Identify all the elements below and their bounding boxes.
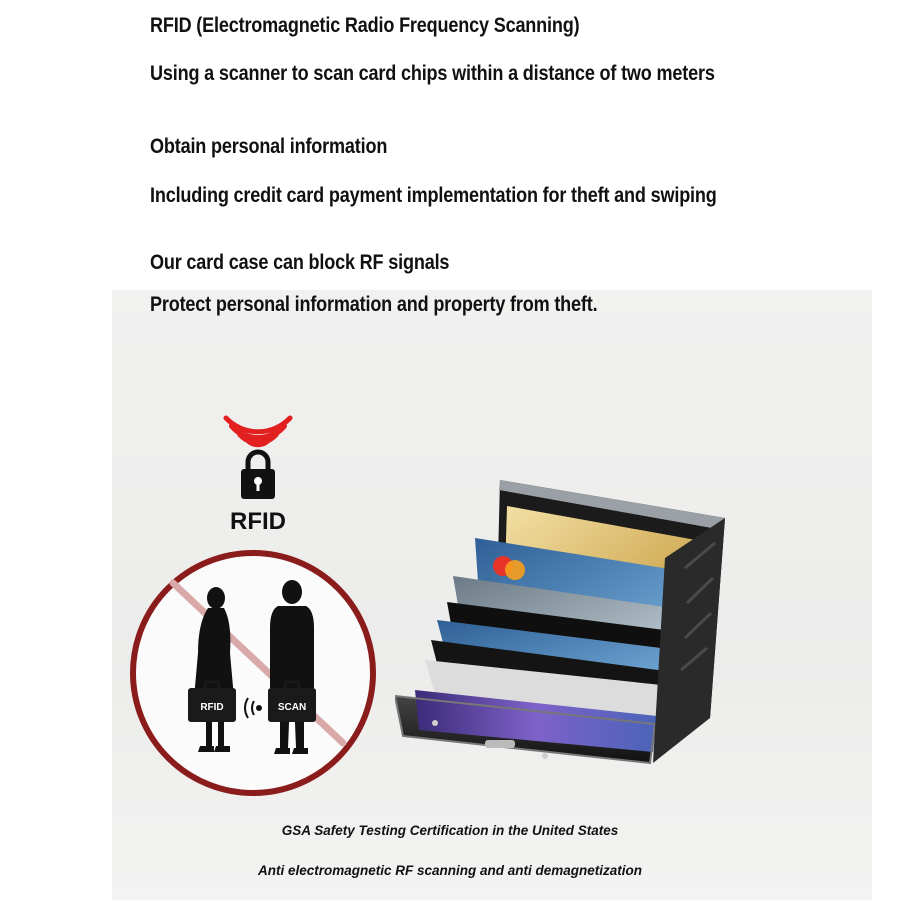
right-bag-label: SCAN: [277, 702, 307, 713]
prohibited-scanning-illustration: [128, 548, 378, 798]
headline-2: Using a scanner to scan card chips within a distance of two meters: [150, 62, 715, 85]
padlock-icon: [241, 452, 275, 499]
headline-3: Obtain personal information: [150, 135, 388, 158]
headline-1: RFID (Electromagnetic Radio Frequency Scanning): [150, 14, 580, 37]
footer-certification: GSA Safety Testing Certification in the United States: [281, 823, 619, 838]
headline-6: Protect personal information and property from theft.: [150, 293, 598, 316]
headline-4: Including credit card payment implementation for theft and swiping: [150, 184, 717, 207]
headline-5: Our card case can block RF signals: [150, 251, 450, 274]
metal-card-case-icon: [395, 418, 750, 778]
footer-protection: Anti electromagnetic RF scanning and anti demagnetization: [257, 863, 643, 878]
rfid-label: RFID: [230, 508, 286, 535]
left-bag-label: RFID: [200, 702, 224, 713]
rfid-badge: [218, 408, 298, 538]
rf-signal-icon: [218, 408, 298, 508]
